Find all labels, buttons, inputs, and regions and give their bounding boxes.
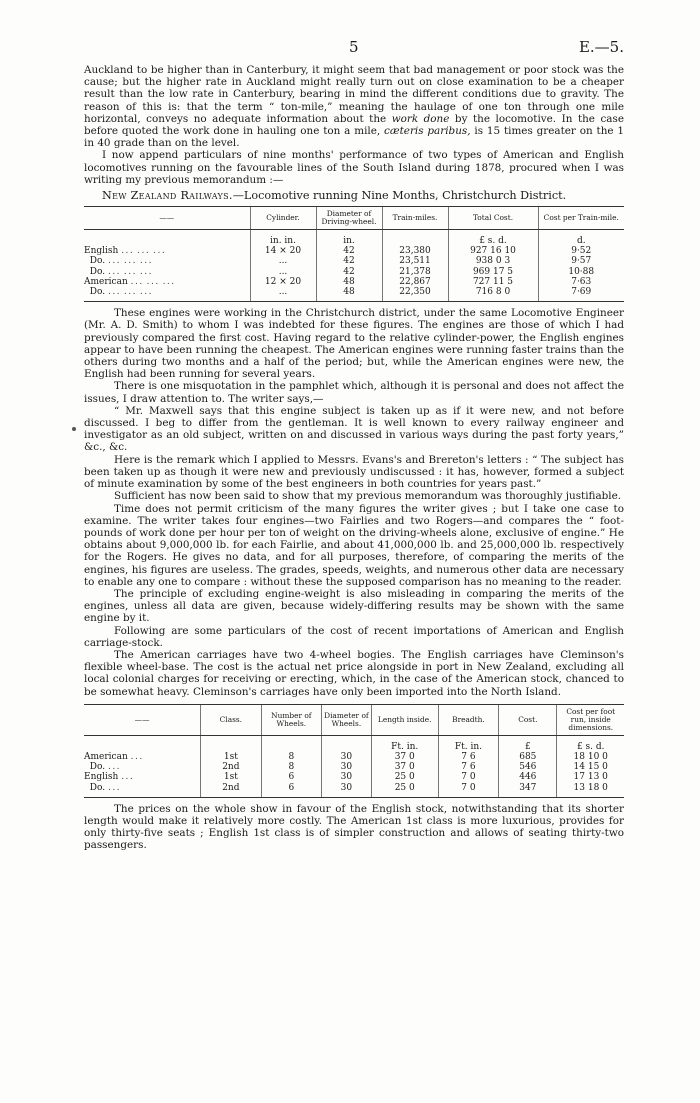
table-row: Do. ... 2nd 6 30 25 0 7 0 347 13 18 0 (84, 783, 624, 798)
paragraph-8: The principle of excluding engine-weight is also misleading in comparing the merits of the engines, unless all data are given, because widely-differing results may be shown with the same engine by it. (84, 587, 624, 625)
table1-title: New Zealand Railways.—Locomotive running Nine Months, Christchurch District. (102, 189, 567, 203)
units-row: in. in. in. £ s. d. d. (84, 230, 624, 247)
column-header: Train-miles. (382, 207, 448, 230)
paragraph-5: Here is the remark which I applied to Messrs. Evans's and Brereton's letters : “ The subject has been taken up as though it were new and previously undiscussed : it has, however, formed a subject of minute examination by some of the best engineers in both countries for years past.” (84, 453, 624, 491)
page-number: 5 (349, 38, 359, 56)
paragraph-6: Sufficient has now been said to show that my previous memorandum was thoroughly justifiable. (114, 490, 622, 503)
paragraph-7: Time does not permit criticism of the many figures the writer gives ; but I take one case to examine. The writer takes four engines—two Fairlies and two Rogers—and compares the “ foot-pounds of work done per hour per ton of weight on the driving-wheels alone, exclusive of engine.” He obtains about 9,000,000 lb. for each Fairlie, and about 41,000,000 lb. and 25,000,000 lb. respectively for the Rogers. He gives no data, and for all purposes, therefore, of comparing the merits of the engines, his figures are useless. The grades, speeds, weights, and numerous other data are necessary to enable any one to compare : without these the supposed comparison has no meaning to the reader. (84, 502, 624, 588)
paragraph-2: I now append particulars of nine months' performance of two types of American and English locomotives running on the favourable lines of the South Island during 1878, procured when I was writing my previous memorandum :— (84, 149, 624, 186)
paragraph-10: The American carriages have two 4-wheel bogies. The English carriages have Cleminson's flexible wheel-base. The cost is the actual net price alongside in port in New Zealand, excluding all local colonial charges for receiving or erecting, which, in the case of the American stock, chanced to be somewhat heavy. Cleminson's carriages have only been imported into the North Island. (84, 648, 624, 698)
paragraph-9: Following are some particulars of the cost of recent importations of American and English carriage-stock. (84, 624, 624, 649)
column-header: Total Cost. (448, 207, 538, 230)
column-header: Cost per Train-mile. (538, 207, 624, 230)
carriage-table (84, 704, 624, 798)
table-row: Do. ... ... ... ... 42 21,378 969 17 5 10·88 (84, 267, 624, 277)
table-row: American ... 1st 8 30 37 0 7 6 685 18 10 0 (84, 752, 624, 762)
margin-dot (72, 427, 76, 431)
column-header: Cost. (499, 704, 557, 735)
table-row: Do. ... 2nd 8 30 37 0 7 6 546 14 15 0 (84, 762, 624, 772)
column-header: —— (84, 207, 250, 230)
column-header: Cylinder. (250, 207, 316, 230)
paragraph-quote: “ Mr. Maxwell says that this engine subject is taken up as if it were new, and not before discussed. I beg to differ from the gentleman. It is well known to every railway engineer and investigator as an old subject, written on and discussed in various ways during the past forty years,” &c., &c. (84, 404, 624, 454)
column-header: Cost per foot run, inside dimensions. (557, 704, 624, 735)
column-header: Length inside. (371, 704, 438, 735)
units-row: Ft. in. Ft. in. £ £ s. d. (84, 735, 624, 752)
table-row: Do. ... ... ... ... 48 22,350 716 8 0 7·69 (84, 287, 624, 302)
table-header-row (84, 704, 624, 735)
page-header (84, 38, 624, 64)
column-header: Breadth. (438, 704, 498, 735)
table-row: English ... ... ... 14 × 20 42 23,380 927 16 10 9·52 (84, 246, 624, 256)
paragraph-1: Auckland to be higher than in Canterbury, it might seem that bad management or poor stock was the cause; but the higher rate in Auckland might really turn out on close examination to be a cheaper result than the low rate in Canterbury, bearing in mind the different conditions due to gravity. The reason of this is: that the term “ ton-mile,” meaning the haulage of one ton through one mile horizontal, conveys no adequate information about the work done by the locomotive. In the case before quoted the work done in hauling one ton a mile, cæteris paribus, is 15 times greater on the 1 in 40 grade than on the level. (84, 64, 624, 150)
column-header: Class. (201, 704, 261, 735)
paragraph-11: The prices on the whole show in favour of the English stock, notwithstanding that its shorter length would make it relatively more costly. The American 1st class is more luxurious, provides for only thirty-five seats ; English 1st class is of simpler construction and allows of seating thirty-two passengers. (84, 802, 624, 852)
table-row: English ... 1st 6 30 25 0 7 0 446 17 13 0 (84, 772, 624, 782)
locomotive-table (84, 206, 624, 302)
paragraph-3: These engines were working in the Christchurch district, under the same Locomotive Engineer (Mr. A. D. Smith) to whom I was indebted for these figures. The engines are those of which I had previously compared the first cost. Having regard to the relative cylinder-power, the English engines appear to have been running the cheapest. The American engines were running faster trains than the others during two months and a half of the period; but, while the American engines were new, the English had been running for several years. (84, 307, 624, 381)
column-header: —— (84, 704, 201, 735)
document-reference: E.—5. (578, 38, 624, 56)
table-row: Do. ... ... ... ... 42 23,511 938 0 3 9·57 (84, 256, 624, 266)
table-header-row (84, 207, 624, 230)
paragraph-4: There is one misquotation in the pamphlet which, although it is personal and does not affect the issues, I draw attention to. The writer says,— (84, 380, 624, 405)
column-header: Diameter of Driving-wheel. (316, 207, 382, 230)
table-row: American ... ... ... 12 × 20 48 22,867 727 11 5 7·63 (84, 277, 624, 287)
column-header: Number of Wheels. (261, 704, 321, 735)
column-header: Diameter of Wheels. (322, 704, 372, 735)
